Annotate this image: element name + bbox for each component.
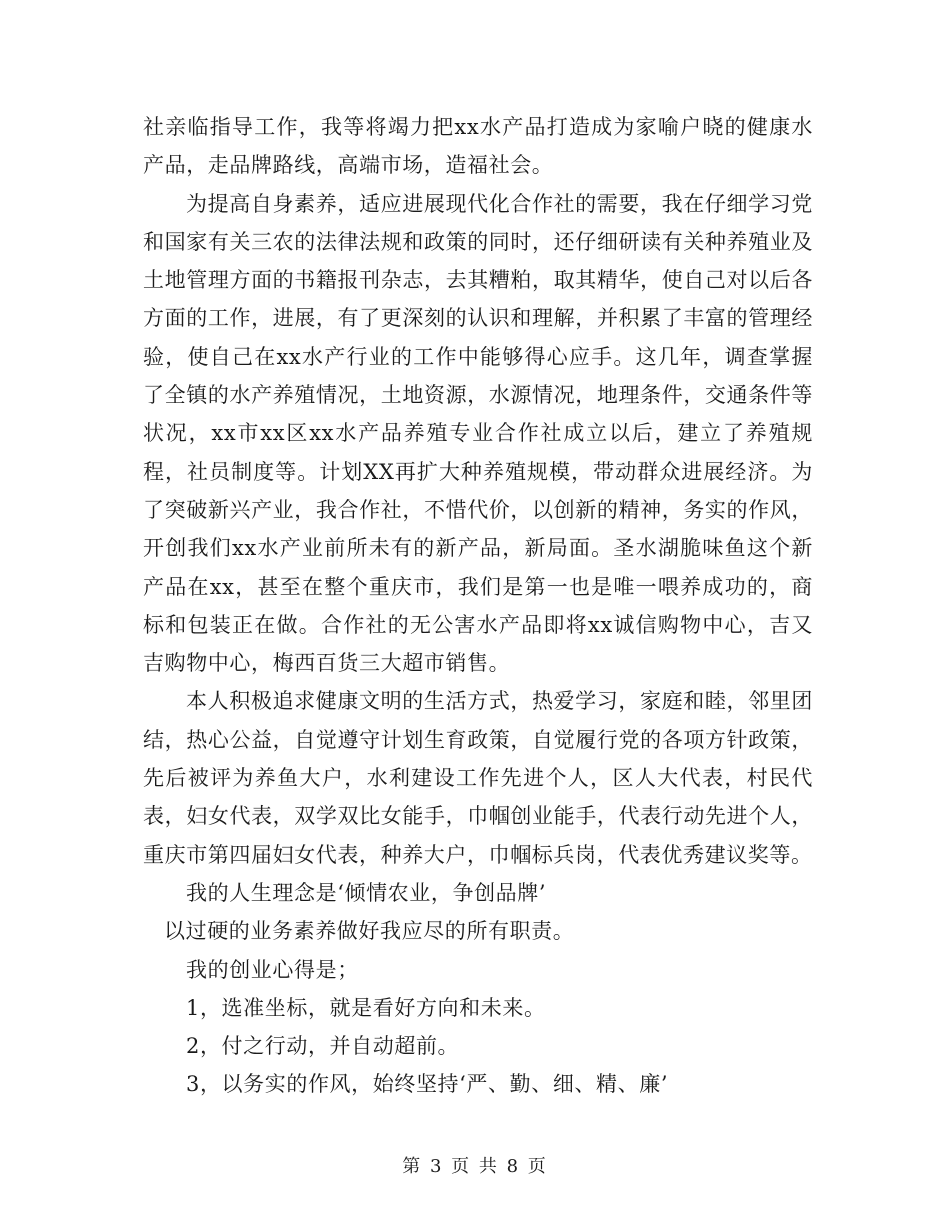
page-number-footer: 第 3 页 共 8 页 [402, 1156, 548, 1177]
line-experience-1: 1，选准坐标，就是看好方向和未来。 [186, 995, 546, 1020]
document-body [143, 108, 813, 1104]
line-life-philosophy: 我的人生理念是‘倾情农业，争创品牌’ [186, 880, 547, 905]
paragraph-self-improvement: 为提高自身素养，适应进展现代化合作社的需要，我在仔细学习党和国家有关三农的法律法规和政策的同时，还仔细研读有关种养殖业及土地管理方面的书籍报刊杂志，去其糟粕，取其精华，使自己对以后各方面的工作，进展，有了更深刻的认识和理解，并积累了丰富的管理经验，使自己在xx水产行业的工作中能够得心应手。这几年，调查掌握了全镇的水产养殖情况，土地资源，水源情况，地理条件，交通条件等状况，xx市xx区xx水产品养殖专业合作社成立以后，建立了养殖规程，社员制度等。计划XX再扩大种养殖规模，带动群众进展经济。为了突破新兴产业，我合作社，不惜代价，以创新的精神，务实的作风，开创我们xx水产业前所未有的新产品，新局面。圣水湖脆味鱼这个新产品在xx，甚至在整个重庆市，我们是第一也是唯一喂养成功的，商标和包装正在做。合作社的无公害水产品即将xx诚信购物中心，吉又吉购物中心，梅西百货三大超市销售。 [143, 191, 813, 676]
line-experience-heading: 我的创业心得是； [186, 957, 359, 982]
line-duty: 以过硬的业务素养做好我应尽的所有职责。 [164, 919, 575, 944]
paragraph-honors: 本人积极追求健康文明的生活方式，热爱学习，家庭和睦，邻里团结，热心公益，自觉遵守计划生育政策，自觉履行党的各项方针政策，先后被评为养鱼大户，水利建设工作先进个人，区人大代表，村民代表，妇女代表，双学双比女能手，巾帼创业能手，代表行动先进个人，重庆市第四届妇女代表，种养大户，巾帼标兵岗，代表优秀建议奖等。 [143, 689, 813, 867]
paragraph-continuation: 社亲临指导工作，我等将竭力把xx水产品打造成为家喻户晓的健康水产品，走品牌路线，高端市场，造福社会。 [143, 115, 813, 178]
line-experience-3: 3，以务实的作风，始终坚持‘严、勤、细、精、廉’ [186, 1072, 669, 1097]
line-experience-2: 2，付之行动，并自动超前。 [186, 1034, 460, 1059]
